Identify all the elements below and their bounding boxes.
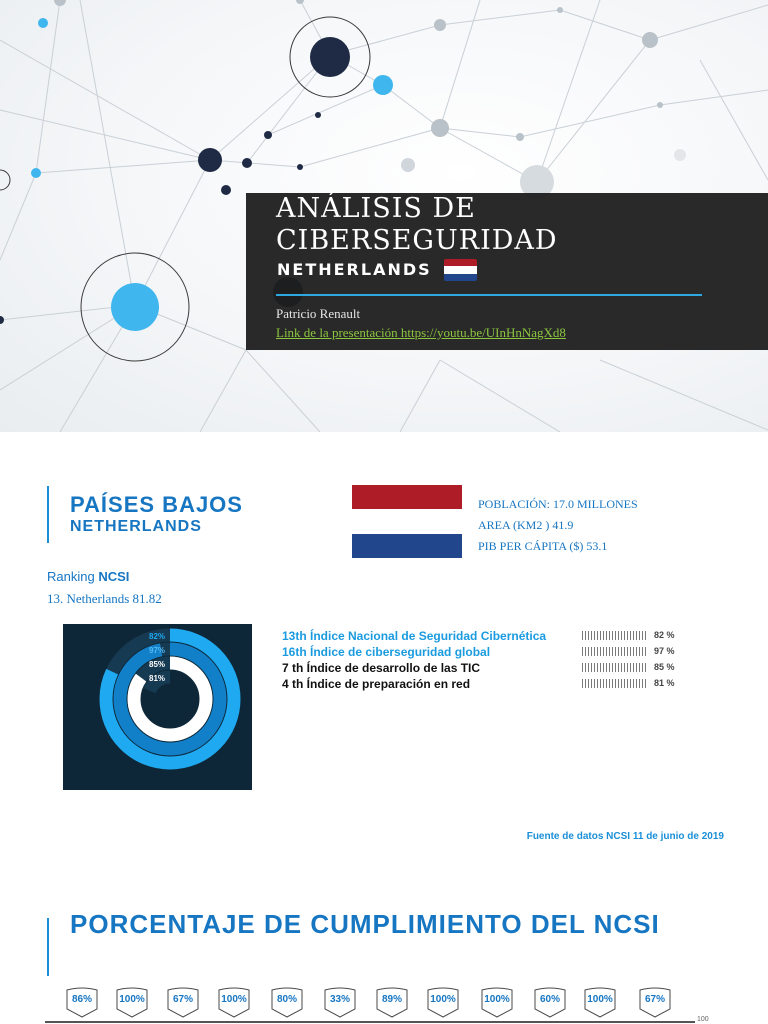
- index-ict: 7 th Índice de desarrollo de las TIC: [282, 661, 481, 675]
- section-subtitle: NETHERLANDS: [70, 518, 202, 535]
- compliance-badge: [480, 985, 514, 1018]
- donut-label-3: 85%: [149, 660, 166, 669]
- index-bar: [582, 679, 648, 688]
- data-source: Fuente de datos NCSI 11 de junio de 2019: [526, 831, 724, 842]
- index-bar: [582, 647, 648, 656]
- compliance-badge: [638, 985, 672, 1018]
- compliance-badge-value: 100%: [430, 994, 456, 1005]
- title-box: [246, 193, 768, 350]
- compliance-title: PORCENTAJE DE CUMPLIMIENTO DEL NCSI: [70, 909, 660, 939]
- compliance-badge: [166, 985, 200, 1018]
- donut-label-1: 82%: [149, 632, 166, 641]
- compliance-badge-value: 100%: [484, 994, 510, 1005]
- compliance-badge: [270, 985, 304, 1018]
- compliance-badge-value: 67%: [644, 994, 665, 1005]
- compliance-badge: [217, 985, 251, 1018]
- title-divider: [276, 294, 702, 296]
- index-ncsi: 13th Índice Nacional de Seguridad Cibernética: [282, 629, 547, 643]
- ranking-ncsi: NCSI: [98, 569, 130, 584]
- stat-gdp: PIB PER CÁPITA ($) 53.1: [478, 539, 608, 553]
- title-line-2: CIBERSEGURIDAD: [276, 225, 558, 256]
- index-value: 85 %: [654, 662, 675, 672]
- ranking-value: 13. Netherlands 81.82: [47, 591, 162, 606]
- ranking-heading: [47, 569, 129, 584]
- stat-population: POBLACIÓN: 17.0 MILLONES: [478, 497, 638, 511]
- index-bar: [582, 663, 648, 672]
- index-nri: 4 th Índice de preparación en red: [282, 677, 471, 691]
- compliance-badge: [115, 985, 149, 1018]
- donut-svg: [63, 624, 252, 790]
- compliance-badge: [426, 985, 460, 1018]
- country-label: NETHERLANDS: [277, 260, 432, 279]
- index-value: 97 %: [654, 646, 675, 656]
- index-gci: 16th Índice de ciberseguridad global: [282, 645, 491, 659]
- compliance-badge-value: 60%: [539, 994, 560, 1005]
- ranking-donut-chart: [63, 624, 252, 790]
- country-stats: [478, 494, 638, 557]
- section-title: PAÍSES BAJOS: [70, 492, 243, 517]
- index-value: 81 %: [654, 678, 675, 688]
- axis-label: 100: [697, 1016, 709, 1023]
- stat-area: AREA (KM2 ) 41.9: [478, 518, 574, 532]
- author-name: Patricio Renault: [276, 306, 361, 321]
- compliance-badge-value: 100%: [221, 994, 247, 1005]
- compliance-badge-value: 67%: [172, 994, 193, 1005]
- title-line-1: ANÁLISIS DE: [276, 193, 476, 224]
- section-accent-bar: [47, 918, 49, 976]
- compliance-badge-value: 80%: [276, 994, 297, 1005]
- donut-label-2: 97%: [149, 646, 166, 655]
- compliance-badge: [375, 985, 409, 1018]
- presentation-link[interactable]: Link de la presentación https://youtu.be/UInHnNagXd8: [276, 325, 566, 340]
- compliance-badge: [533, 985, 567, 1018]
- compliance-badge-value: 100%: [119, 994, 145, 1005]
- netherlands-flag-icon: [444, 259, 477, 281]
- donut-label-4: 81%: [149, 674, 166, 683]
- compliance-badge-value: 86%: [71, 994, 92, 1005]
- compliance-badge-value: 33%: [329, 994, 350, 1005]
- compliance-badge-value: 89%: [381, 994, 402, 1005]
- section-accent-bar: [47, 486, 49, 543]
- hero-banner: [0, 0, 768, 432]
- netherlands-flag: [352, 485, 462, 558]
- compliance-badge: [323, 985, 357, 1018]
- index-value: 82 %: [654, 630, 675, 640]
- ranking-label: Ranking: [47, 569, 95, 584]
- compliance-badge: [65, 985, 99, 1018]
- chart-baseline: [45, 1021, 695, 1023]
- compliance-badge-value: 100%: [587, 994, 613, 1005]
- index-bar: [582, 631, 648, 640]
- donut-center: [155, 684, 185, 714]
- compliance-badge: [583, 985, 617, 1018]
